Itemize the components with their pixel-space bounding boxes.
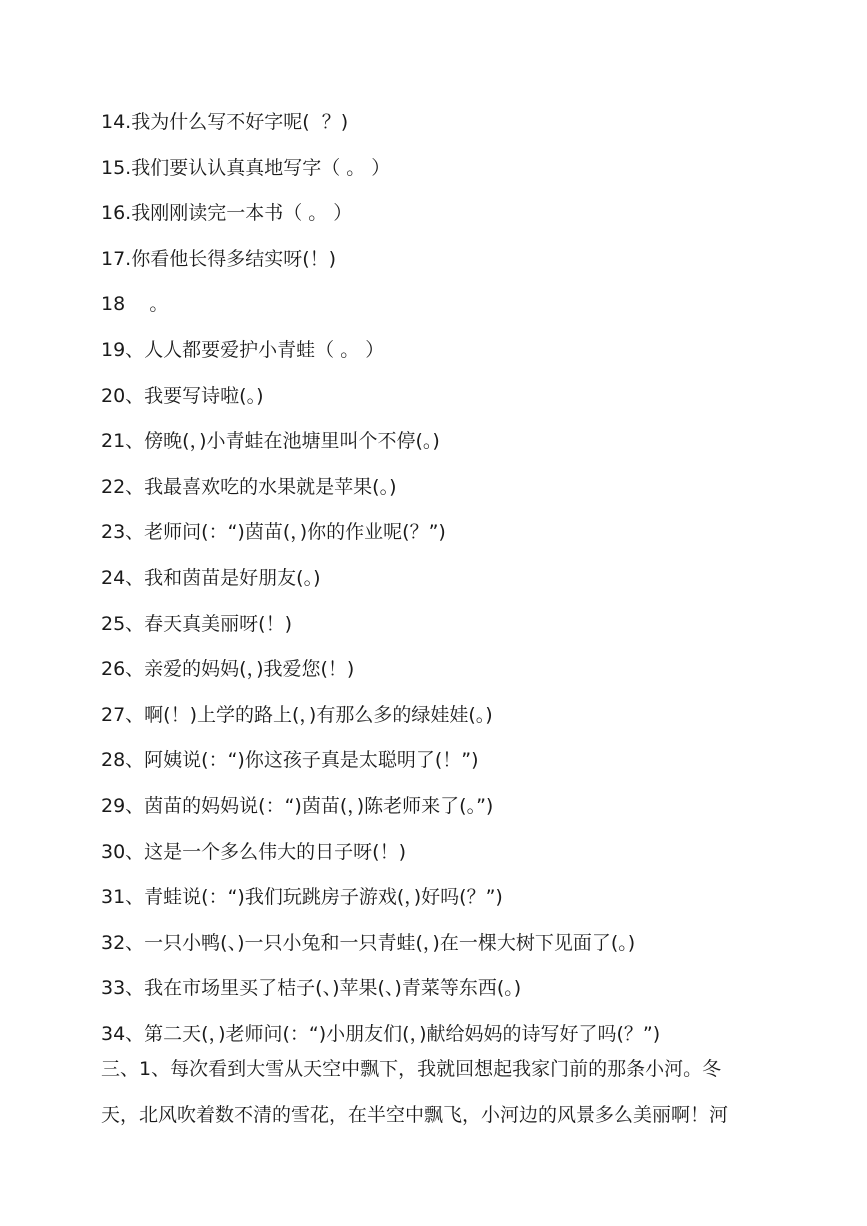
answer-line-14: 14.我为什么写不好字呢( ？) xyxy=(101,111,349,133)
answer-line-18: 18 。 xyxy=(101,293,169,316)
answer-line-30: 30、这是一个多么伟大的日子呀(！) xyxy=(101,840,407,863)
answer-line-28: 28、阿姨说(：“)你这孩子真是太聪明了(！”) xyxy=(101,749,479,772)
answer-line-27: 27、啊(！)上学的路上(，)有那么多的绿娃娃(。) xyxy=(101,703,493,726)
answer-line-15: 15.我们要认认真真地写字（ 。 ） xyxy=(101,156,391,179)
answer-line-34: 34、第二天(，)老师问(：“)小朋友们(，)献给妈妈的诗写好了吗(？”) xyxy=(101,1022,661,1045)
answer-line-24: 24、我和茵苗是好朋友(。) xyxy=(101,566,321,589)
section-three-paragraph xyxy=(101,1046,781,1138)
answer-list xyxy=(101,100,801,1057)
answer-line-31: 31、青蛙说(：“)我们玩跳房子游戏(，)好吗(？”) xyxy=(101,886,503,909)
answer-line-16: 16.我刚刚读完一本书（ 。 ） xyxy=(101,202,353,225)
answer-line-20: 20、我要写诗啦(。) xyxy=(101,384,264,407)
paragraph-line-1: 三、1、每次看到大雪从天空中飘下，我就回想起我家门前的那条小河。冬 xyxy=(101,1058,722,1080)
paragraph-line-2: 天，北风吹着数不清的雪花，在半空中飘飞，小河边的风景多么美丽啊！河 xyxy=(101,1104,729,1126)
answer-line-22: 22、我最喜欢吃的水果就是苹果(。) xyxy=(101,475,397,498)
answer-line-25: 25、春天真美丽呀(！) xyxy=(101,612,293,635)
answer-line-33: 33、我在市场里买了桔子(、)苹果(、)青菜等东西(。) xyxy=(101,977,522,1000)
answer-line-32: 32、一只小鸭(、)一只小兔和一只青蛙(，)在一棵大树下见面了(。) xyxy=(101,931,636,954)
answer-line-21: 21、傍晚(，)小青蛙在池塘里叫个不停(。) xyxy=(101,430,440,453)
answer-line-23: 23、老师问(：“)茵苗(，)你的作业呢(？”) xyxy=(101,521,446,544)
answer-line-19: 19、人人都要爱护小青蛙（ 。 ） xyxy=(101,338,385,361)
answer-line-26: 26、亲爱的妈妈(，)我爱您(！) xyxy=(101,658,355,681)
answer-line-29: 29、茵苗的妈妈说(：“)茵苗(，)陈老师来了(。”) xyxy=(101,794,494,817)
answer-line-17: 17.你看他长得多结实呀(！) xyxy=(101,247,337,270)
